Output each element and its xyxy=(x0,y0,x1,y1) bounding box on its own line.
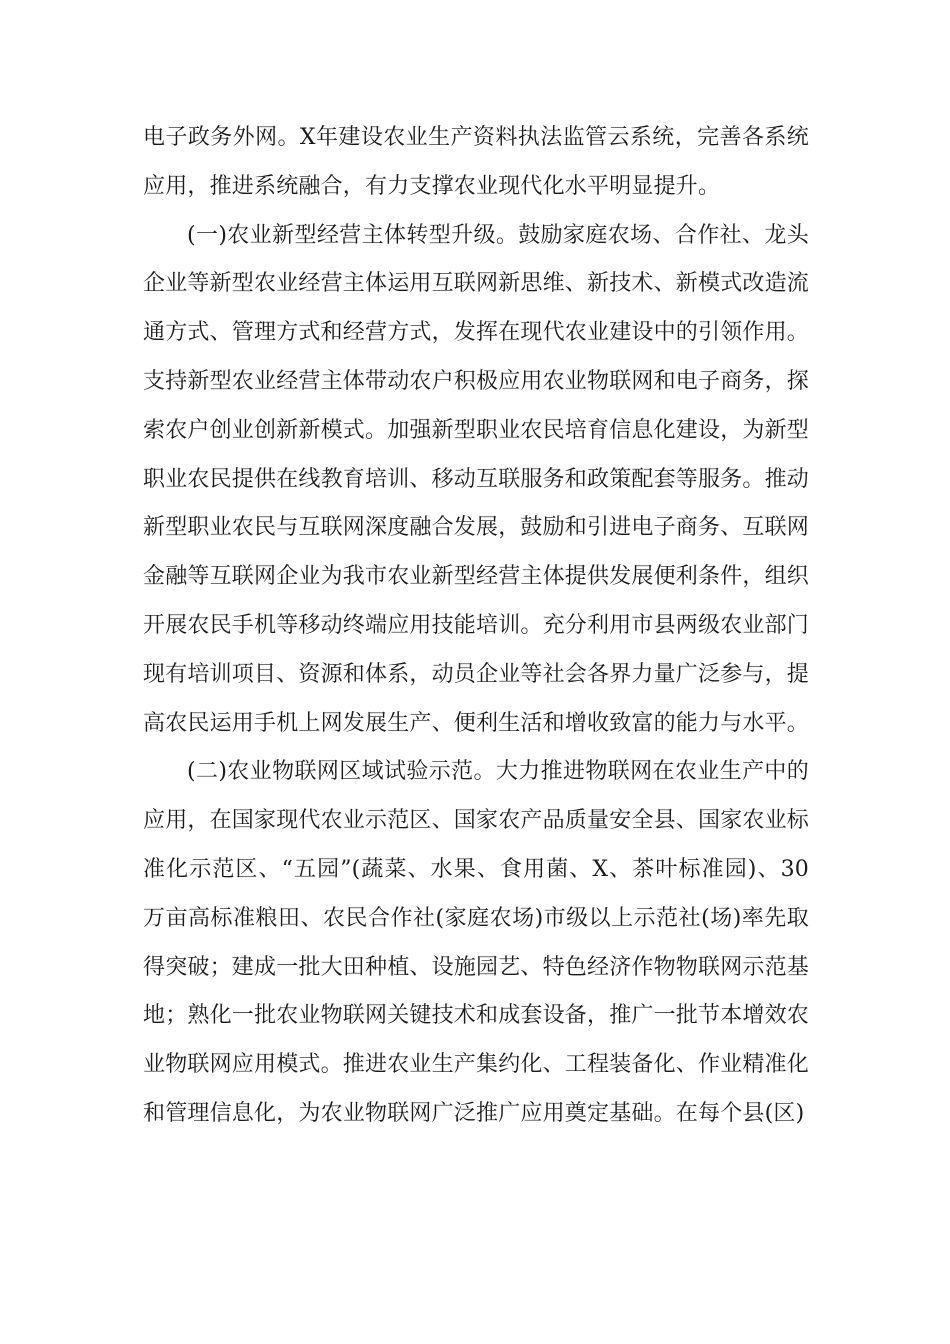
text-line: 得突破；建成一批大田种植、设施园艺、特色经济作物物联网示范基 xyxy=(143,954,810,980)
text-line: 支持新型农业经营主体带动农户积极应用农业物联网和电子商务，探 xyxy=(143,368,810,394)
text-line: 地；熟化一批农业物联网关键技术和成套设备，推广一批节本增效农 xyxy=(143,1003,810,1029)
text-line: 和管理信息化，为农业物联网广泛推广应用奠定基础。在每个县(区) xyxy=(143,1100,805,1126)
text-line: 高农民运用手机上网发展生产、便利生活和增收致富的能力与水平。 xyxy=(143,710,810,736)
document-body xyxy=(143,114,809,1139)
text-line: 应用，推进系统融合，有力支撑农业现代化水平明显提升。 xyxy=(143,173,721,199)
text-line: 新型职业农民与互联网深度融合发展，鼓励和引进电子商务、互联网 xyxy=(143,515,810,541)
text-line: 职业农民提供在线教育培训、移动互联服务和政策配套等服务。推动 xyxy=(143,466,810,492)
section-heading-line: (一)农业新型经营主体转型升级。鼓励家庭农场、合作社、龙头 xyxy=(187,222,809,248)
text-line: 企业等新型农业经营主体运用互联网新思维、新技术、新模式改造流 xyxy=(143,271,810,297)
text-line: 万亩高标准粮田、农民合作社(家庭农场)市级以上示范社(场)率先取 xyxy=(143,905,809,931)
text-line: 业物联网应用模式。推进农业生产集约化、工程装备化、作业精准化 xyxy=(143,1052,810,1078)
text-line: 电子政务外网。X年建设农业生产资料执法监管云系统，完善各系统 xyxy=(143,125,809,150)
text-line: 金融等互联网企业为我市农业新型经营主体提供发展便利条件，组织 xyxy=(143,564,810,590)
text-line: 开展农民手机等移动终端应用技能培训。充分利用市县两级农业部门 xyxy=(143,612,810,638)
section-heading-line: (二)农业物联网区域试验示范。大力推进物联网在农业生产中的 xyxy=(187,759,809,785)
text-line: 应用，在国家现代农业示范区、国家农产品质量安全县、国家农业标 xyxy=(143,808,810,834)
text-line: 现有培训项目、资源和体系，动员企业等社会各界力量广泛参与，提 xyxy=(143,661,810,687)
text-line: 准化示范区、“五园”(蔬菜、水果、食用菌、X、茶叶标准园)、30 xyxy=(143,856,809,882)
text-line: 索农户创业创新新模式。加强新型职业农民培育信息化建设，为新型 xyxy=(143,417,810,443)
text-line: 通方式、管理方式和经营方式，发挥在现代农业建设中的引领作用。 xyxy=(143,320,810,346)
